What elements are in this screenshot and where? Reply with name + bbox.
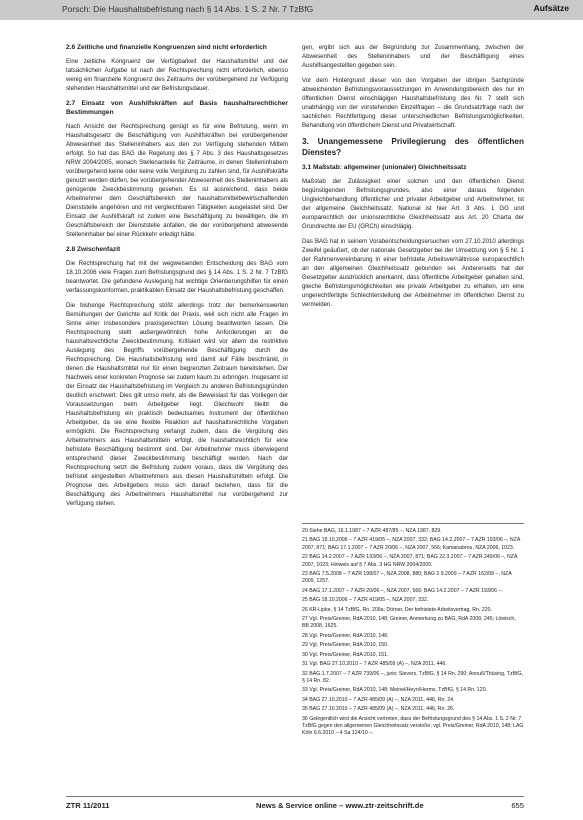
paragraph-intro-2: Vor dem Hintergrund dieser von den Vorgaben der übrigen Sachgründe abweichenden Befristungsvoraussetzungen im Anwendungsbereich des nur im öffentlichen Dienst einschlägigen Haushaltsbefristung des Nr. 7 stellt sich unabhängig von der vorstehenden Einzelfragen – die Grundsatzfrage nach der sachlichen Rechtfertigung dieser unterschiedlichen Befristungsmöglichkeiten, Behandlung von öffentlichem Dienst und Privatwirtschaft. <box>302 77 524 129</box>
footnote: 35 BAG 27.10.2010 – 7 AZR 485/09 (A) –, NZA 2011, 446, Rn. 26. <box>302 706 455 713</box>
footnote: 25 BAG 18.10.2006 – 7 AZR 419/05 –, NZA 2007, 332. <box>302 597 429 604</box>
heading-2-7: 2.7 Einsatz von Aushilfskräften auf Basis haushaltsrechtlicher Bestimmungen <box>66 100 288 116</box>
paragraph-3-1-b: Das BAG hat in seinem Vorabentscheidungsersuchen vom 27.10.2010 allerdings Zweifel geäußert, ob der nationale Gesetzgeber bei der Umsetzung von § 5 Nr. 1 der Rahmenvereinbarung in einer befristete Arbeitsverhältnisse europarechtlich an den allgemeinen Gleichheitssatz gebunden sei. Andererseits hat der Gesetzgeber ausdrücklich anerkannt, dass öffentliche Arbeitgeber gehalten sind, gleiche Befristungsmöglichkeiten wie private Arbeitgeber zu erhalten, um eine ungerechtfertigte Schlechterstellung der Arbeitnehmer im öffentlichen Dienst zu vermeiden. <box>302 238 524 308</box>
footnote: 33 Vgl. Preis/Greiner, RdA 2010, 148; Meinel/Heyn/Herms, TzBfG, § 14 Rn. 120. <box>302 687 488 694</box>
footer-divider <box>66 796 524 797</box>
heading-2-8: 2.8 Zwischenfazit <box>66 246 121 253</box>
paragraph-2-8-a: Die Rechtsprechung hat mit der wegweisenden Entscheidung des BAG vom 18.10.2006 viele Fragen zum Befristungsgrund des § 14 Abs. 1 S. 2 Nr. 7 TzBfG beantwortet. Die gefundene Auslegung hat wichtige Orientierungshilfen für einen verfassungskonformen, praktikablen Einsatz der Haushaltsbefristung geschaffen. <box>66 260 288 294</box>
heading-3-1: 3.1 Maßstab: allgemeiner (unionaler) Gleichheitssatz <box>302 164 467 171</box>
footnote: 23 BAG 7.5.2008 – 7 AZR 198/07 –, NZA 2008, 880; BAG 2.9.2009 – 7 AZR 162/08 –, NZA 2009, 1257. <box>302 571 512 585</box>
paragraph-2-8-b: Die bisherige Rechtsprechung stößt allerdings trotz der bemerkenswerten Bemühungen der Gerichte auf Kritik der Praxis, weil sich nicht alle Fragen im Sinne einer insbesondere praxisgerechten Lösung beantworten lassen. Die Rechtsprechung stellt außergewöhnlich hohe Anforderungen an die haushaltsrechtliche Zweckbestimmung. Kritisiert wird vor allem die restriktive Auslegung des Begriffs vorübergehende Beschäftigung durch die Rechtsprechung. Die Haushaltsbefristung wird damit auf Fälle beschränkt, in denen die Haushaltsmittel nur für einen begrenzten Zeitraum bereitstehen. Der Nachweis einer konkreten Prognose sei zudem kaum zu erbringen. Insgesamt ist der Einsatz der Haushaltsbefristung im Vergleich zu anderen Befristungsgründen deutlich erschwert. Dies gilt umso mehr, als die Beweislast für das Vorliegen der Voraussetzungen beim Arbeitgeber liegt. Gleichwohl bleibt die Haushaltsbefristung ein praktisch bedeutsames Instrument der öffentlichen Arbeitgeber, da sie eine flexible Reaktion auf haushaltsrechtliche Vorgaben ermöglicht. Die Rechtsprechung verlangt zudem, dass die Vergütung des Arbeitnehmers aus Haushaltsmitteln erfolgt, die haushaltsrechtlich für eine befristete Beschäftigung bestimmt sind. Der Arbeitnehmer muss überwiegend entsprechend dieser Zweckbestimmung beschäftigt werden. Nach der Rechtsprechung setzt die Befristung zudem voraus, dass die Vergütung des befristet eingestellten Arbeitnehmers aus diesen Haushaltsmitteln erfolgt. Die Prognose des Arbeitgebers muss sich darauf beziehen, dass für die Beschäftigung des Arbeitnehmers Haushaltsmittel nur vorübergehend zur Verfügung stehen. <box>66 302 288 507</box>
left-column <box>66 43 288 514</box>
section-label: Aufsätze <box>533 3 569 13</box>
footnote: 24 BAG 17.1.2007 – 7 AZR 20/06 –, NZA 2007, 566; BAG 14.2.2007 – 7 AZR 193/06 –. <box>302 587 503 594</box>
running-title: Porsch: Die Haushaltsbefristung nach § 14 Abs. 1 S. 2 Nr. 7 TzBfG <box>62 4 314 14</box>
paragraph-intro-1: gen, ergibt sich aus der Begründung zur Zusammenhang, zwischen der Abwesenheit des Stelleninhabers und der Beschäftigung eines Aushilfsangestellten gegeben sein. <box>302 44 524 69</box>
footnote: 28 Vgl. Preis/Greiner, RdA 2010, 148. <box>302 632 389 639</box>
footnote: 26 KR-Lipke, § 14 TzBfG, Rn. 209a; Dörner, Der befristete Arbeitsvertrag, Rn. 220. <box>302 606 492 613</box>
paragraph-2-7: Nach Ansicht der Rechtsprechung genügt es für eine Befristung, wenn im Haushaltsgesetz die Beschäftigung von Aushilfskräften bei vorübergehender Abwesenheit des Stelleninhabers aus den zur Verfügung stehenden Mitteln erfolgt. So hat das BAG die Regelung des § 7 Abs. 3 des Haushaltsgesetzes NRW 2004/2005, wonach Stellenanteile für Zeiträume, in denen Stelleninhabern vorübergehend keine oder keine volle Vergütung zu zahlen sind, für Aushilfskräfte genutzt werden dürfen, bei vorübergehender Abwesenheit des Stelleninhabers als genügende Zweckbestimmung gesehen. Es ist ausreichend, dass beide Arbeitnehmer dem Geschäftsbereich der haushaltsmittelbewirtschaftenden Dienststelle angehören und mit vergleichbaren Tätigkeiten ausgelastet sind. Der Einsatz der Aushilfskraft ist zudem eine Beschäftigung zu bewältigen, die im Geschäftsbereich der Dienststelle anfallen, die der vorübergehend abwesende Stelleninhaber bei einer Rückkehr erledigt hätte. <box>66 123 288 238</box>
footnote: 30 Vgl. Preis/Greiner, RdA 2010, 151. <box>302 651 389 658</box>
footnote: 31 Vgl. BAG 27.10.2010 – 7 AZR 485/09 (A) –, NZA 2011, 446. <box>302 661 447 668</box>
journal-issue: ZTR 11/2011 <box>66 801 110 810</box>
paragraph-2-6: Eine zeitliche Kongruenz der Verfügbarkeit der Haushaltsmittel und der tatsächlichen Aufgabe ist nach der Rechtsprechung nicht erforderlich, ebenso wenig ein finanzielle Kongruenz des Zeitraums der vorübergehend zur Verfügung stehenden Haushaltsmittel und der Befristungsdauer. <box>66 58 288 92</box>
heading-3: 3. Unangemessene Privilegierung des öffentlichen Dienstes? <box>302 137 524 157</box>
footnote: 34 BAG 27.10.2010 – 7 AZR 485/09 (A) –, NZA 2011, 446, Rn. 24. <box>302 696 455 703</box>
footnote: 36 Gelegentlich wird die Ansicht vertreten, dass der Befristungsgrund des § 14 Abs. 1 S. 2 Nr. 7 TzBfG gegen den allgemeinen Gleichheitssatz verstoße; vgl. Preis/Greiner, RdA 2010, 148; LAG Köln 6.6.2010 – 4 Sa 124/10 –. <box>302 715 524 737</box>
footnote-divider <box>302 523 524 524</box>
footnote: 27 Vgl. Preis/Greiner, RdA 2010, 148; Greiner, Anmerkung zu BAG, RdA 2008, 245; Löwisch, BB 2008, 1625. <box>302 616 516 630</box>
page-header <box>0 0 583 20</box>
footnote: 20 Siehe BAG, 16.1.1987 – 7 AZR 487/85 –, NZA 1987, 829. <box>302 528 442 534</box>
right-column <box>302 43 524 315</box>
journal-website: News & Service online – www.ztr-zeitschrift.de <box>256 801 424 810</box>
footnote: 22 BAG 14.2.2007 – 7 AZR 193/06 –, NZA 2007, 871; BAG 22.3.2007 – 7 AZR 249/06 –, NZA 2007, 1023; Hinweis auf § 7 Abs. 3 HG NRW 2004/2005. <box>302 554 518 568</box>
heading-2-6: 2.6 Zeitliche und finanzielle Kongruenzen sind nicht erforderlich <box>66 44 267 51</box>
footnotes <box>302 528 524 740</box>
page-number: 655 <box>511 801 524 810</box>
footnote: 21 BAG 18.10.2006 – 7 AZR 419/05 –, NZA 2007, 332; BAG 14.2.2007 – 7 AZR 193/06 –, NZA 2007, 871; BAG 17.1.2007 – 7 AZR 20/06 –, NZA 2007, 566; Kamanabrou, NZA 2006, 1023. <box>302 537 521 551</box>
footnote: 29 Vgl. Preis/Greiner, RdA 2010, 150. <box>302 642 389 649</box>
paragraph-3-1-a: Maßstab der Zulässigkeit einer solchen und den öffentlichen Dienst begünstigenden Befristungsgrundes, also einer daraus folgenden Ungleichbehandlung öffentlicher und privater Arbeitgeber und Arbeitnehmer, ist der allgemeine Gleichheitssatz. National ist hier Art. 3 Abs. 1 GG und europarechtlich der unionsrechtliche Gleichheitssatz aus Art. 20 Charta der Grundrechte der EU (GRCh) einschlägig. <box>302 178 524 230</box>
footnote: 32 BAG 1.7.2007 – 7 AZR 739/06 –, juris; Sievers, TzBfG, § 14 Rn. 290; Annuß/Thüsing, TzBfG, § 14 Rn. 82. <box>302 670 523 684</box>
